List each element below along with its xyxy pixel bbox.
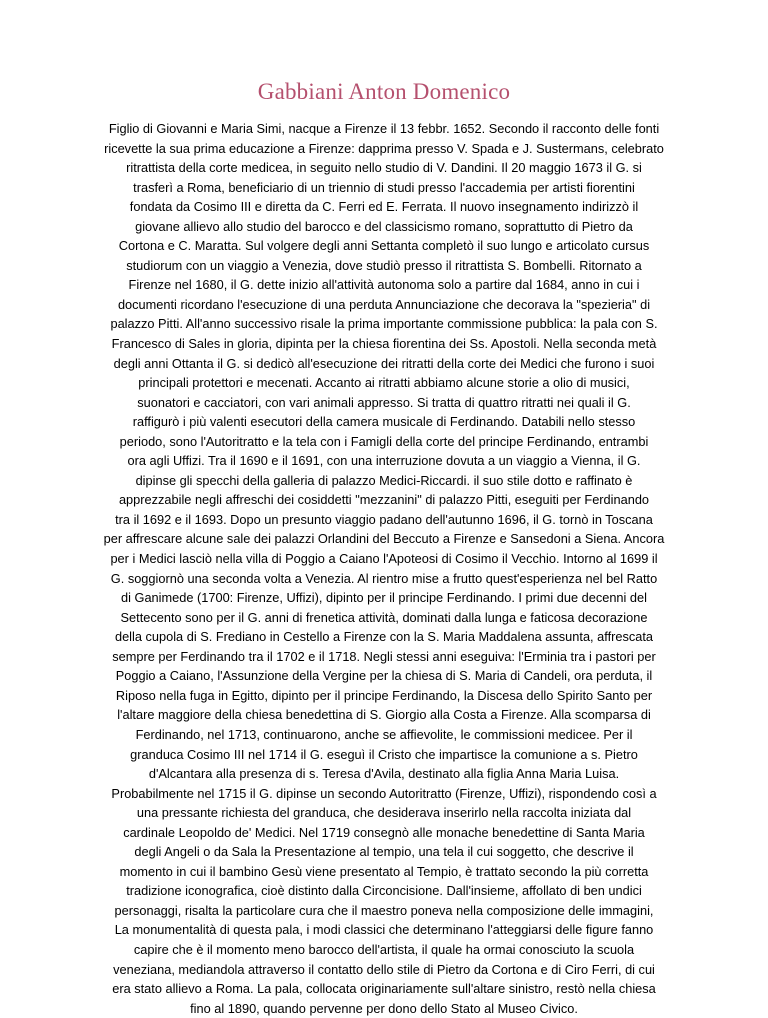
body-text-line: momento in cui il bambino Gesù viene presentato al Tempio, è trattato secondo la più corretta [119, 863, 649, 879]
body-text-line: trasferì a Roma, beneficiario di un triennio di studi presso l'accademia per artisti fiorentini [133, 179, 635, 195]
body-text-line: giovane allievo allo studio del barocco e del classicismo romano, soprattutto di Pietro da [135, 218, 633, 234]
body-text-line: di Ganimede (1700: Firenze, Uffizi), dipinto per il principe Ferdinando. I primi due decenni del [121, 590, 647, 606]
body-text-line: G. soggiornò una seconda volta a Venezia. Al rientro mise a frutto quest'esperienza nel bel Ratto [110, 570, 658, 586]
body-text-line: Cortona e C. Maratta. Sul volgere degli anni Settanta completò il suo lungo e articolato cursus [118, 238, 650, 254]
body-text-line: Francesco di Sales in gloria, dipinta per la chiesa fiorentina dei Ss. Apostoli. Nella seconda metà [111, 336, 657, 352]
body-text-line: una pressante richiesta del granduca, che desiderava inserirlo nella raccolta iniziata dal [136, 805, 632, 821]
body-text-line: ricevette la sua prima educazione a Firenze: dapprima presso V. Spada e J. Sustermans, celebrato [104, 140, 664, 156]
body-text-line: degli Angeli o da Sala la Presentazione al tempio, una tela il cui soggetto, che descrive il [134, 844, 634, 860]
body-text-line: ora agli Uffizi. Tra il 1690 e il 1691, con una interruzione dovuta a un viaggio a Vienna, il G. [127, 453, 641, 469]
body-text-line: studiorum con un viaggio a Venezia, dove studiò presso il ritrattista S. Bombelli. Ritornato a [126, 257, 642, 273]
body-text-line: principali protettori e mecenati. Accanto ai ritratti abbiamo alcune storie a olio di musici, [138, 375, 630, 391]
body-text-line: Riposo nella fuga in Egitto, dipinto per il principe Ferdinando, la Discesa dello Spirito Santo per [115, 687, 653, 703]
body-text-line: raffigurò i più valenti esecutori della camera musicale di Ferdinando. Databili nello stesso [132, 414, 636, 430]
body-text-line: sempre per Ferdinando tra il 1702 e il 1718. Negli stessi anni eseguiva: l'Erminia tra i pastori per [112, 648, 656, 664]
body-text-line: per affrescare alcune sale dei palazzi Orlandini del Beccuto a Firenze e Sansedoni a Siena. Ancora [103, 531, 665, 547]
body-text-line: Poggio a Caiano, l'Assunzione della Vergine per la chiesa di S. Maria di Candeli, ora perduta, il [115, 668, 653, 684]
body-text-line: Ferdinando, nel 1713, continuarono, anche se affievolite, le commissioni medicee. Per il [135, 726, 633, 742]
body-text-line: documenti ricordano l'esecuzione di una perduta Annunciazione che decorava la "spezieria" di [117, 296, 651, 312]
body-text-line: degli anni Ottanta il G. si dedicò all'esecuzione dei ritratti della corte dei Medici che furono i suoi [113, 355, 655, 371]
body-text-line: della cupola di S. Frediano in Cestello a Firenze con la S. Maria Maddalena assunta, affrescata [114, 629, 654, 645]
body-text-line: apprezzabile negli affreschi dei cosiddetti "mezzanini" di palazzo Pitti, eseguiti per Ferdinando [118, 492, 650, 508]
body-text-line: Figlio di Giovanni e Maria Simi, nacque a Firenze il 13 febbr. 1652. Secondo il racconto delle fonti [108, 121, 660, 136]
body-text-line: cardinale Leopoldo de' Medici. Nel 1719 consegnò alle monache benedettine di Santa Maria [123, 824, 645, 840]
body-text-line: personaggi, risalta la particolare cura che il maestro poneva nella composizione delle immagini, [114, 902, 654, 918]
body-text-line: periodo, sono l'Autoritratto e la tela con i Famigli della corte del principe Ferdinando, entrambi [119, 433, 649, 449]
body-text-line: Firenze nel 1680, il G. dette inizio all'attività autonoma solo a partire dal 1684, anno in cui i [128, 277, 640, 293]
body-text-line: veneziana, mediandola attraverso il contatto dello stile di Pietro da Cortona e di Ciro Ferri, di cui [113, 961, 655, 977]
body-text-line: era stato allievo a Roma. La pala, collocata originariamente sull'altare sinistro, restò nella chiesa [112, 981, 656, 997]
body-text-line: La monumentalità di questa pala, i modi classici che determinano l'atteggiarsi delle figure fanno [114, 922, 654, 938]
document-title: Gabbiani Anton Domenico [257, 79, 511, 104]
body-text-line: d'Alcantara alla presenza di s. Teresa d'Avila, destinato alla figlia Anna Maria Luisa. [148, 766, 620, 782]
body-text-line: ritrattista della corte medicea, in seguito nello studio di V. Dandini. Il 20 maggio 1673 il G. si [126, 160, 642, 176]
body-text-line: Probabilmente nel 1715 il G. dipinse un secondo Autoritratto (Firenze, Uffizi), rispondendo così a [111, 785, 657, 801]
body-text-line: per i Medici lasciò nella villa di Poggio a Caiano l'Apoteosi di Cosimo il Vecchio. Intorno al 1699 il [110, 551, 658, 567]
body-text-line: palazzo Pitti. All'anno successivo risale la prima importante commissione pubblica: la pala con S. [110, 316, 658, 332]
body-text-line: suonatori e cacciatori, con vari animali appresso. Si tratta di quattro ritratti nei quali il G. [137, 394, 631, 410]
body-text-line: granduca Cosimo III nel 1714 il G. eseguì il Cristo che impartisce la comunione a s. Pietro [130, 746, 638, 762]
body-text-line: capire che è il momento meno barocco dell'artista, il quale ha ormai conosciuto la scuola [133, 941, 635, 957]
body-text-line: dipinse gli specchi della galleria di palazzo Medici-Riccardi. il suo stile dotto e raffinato è [135, 472, 633, 488]
body-text-line: fondata da Cosimo III e diretta da C. Ferri ed E. Ferrata. Il nuovo insegnamento indirizzò il [129, 199, 639, 215]
body-text-line: Settecento sono per il G. anni di frenetica attività, dominati dalla lunga e faticosa decorazione [120, 609, 648, 625]
body-text-line: tradizione iconografica, cioè distinto dalla Circoncisione. Dall'insieme, affollato di ben undici [126, 883, 642, 899]
document-body [0, 119, 768, 1018]
body-text-line: fino al 1890, quando pervenne per dono dello Stato al Museo Civico. [190, 1000, 578, 1016]
body-text-line: tra il 1692 e il 1693. Dopo un presunto viaggio padano dell'autunno 1696, il G. tornò in Toscana [115, 511, 653, 527]
body-text-line: l'altare maggiore della chiesa benedettina di S. Giorgio alla Costa a Firenze. Alla scomparsa di [117, 707, 651, 723]
